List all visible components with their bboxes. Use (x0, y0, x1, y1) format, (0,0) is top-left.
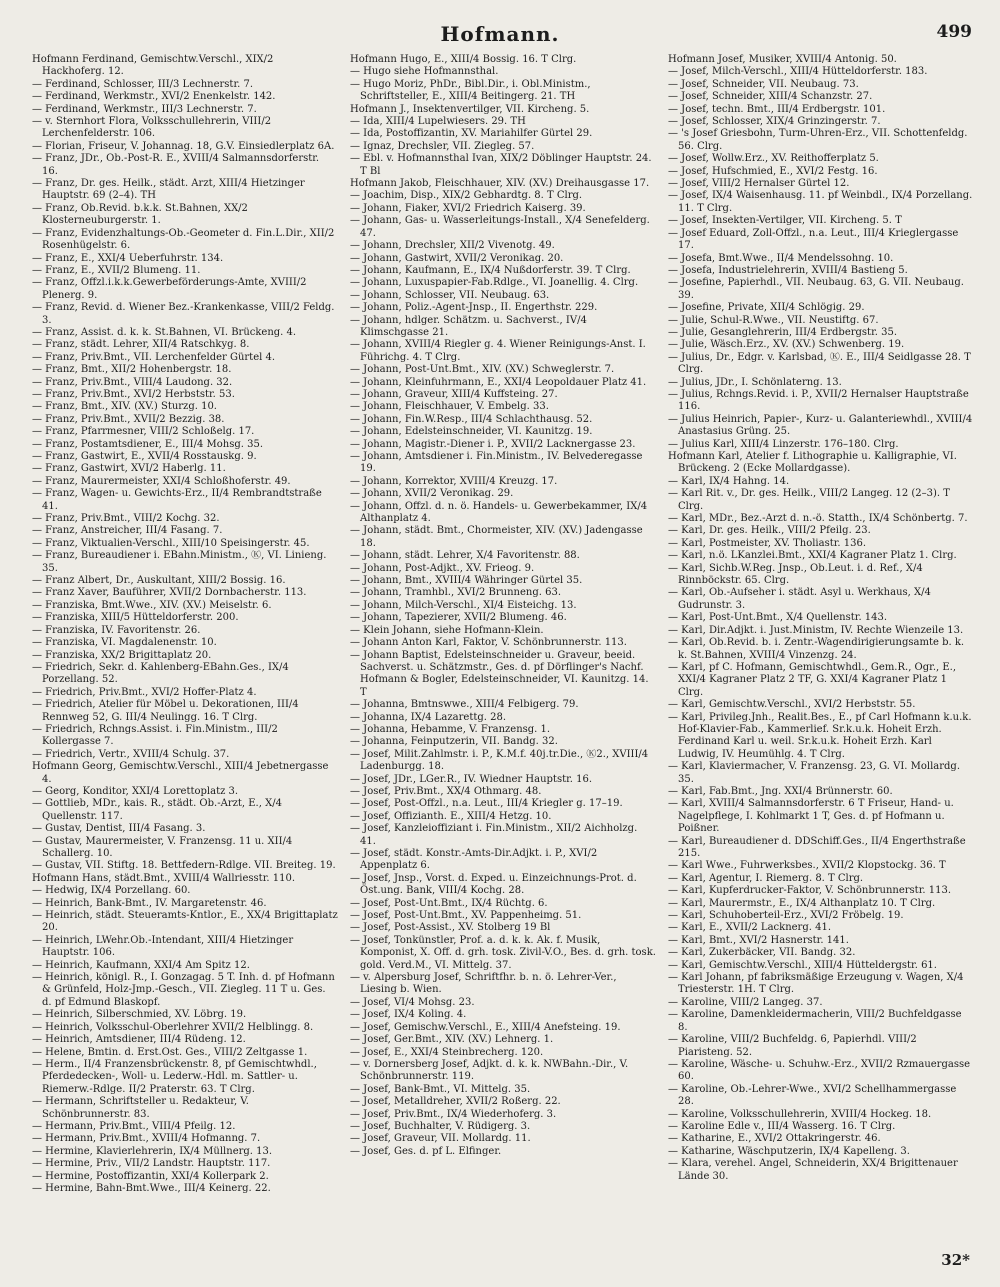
directory-entry: — Josef, Kanzleioffiziant i. Fin.Ministm., XII/2 Aichholzg. 41. (350, 823, 638, 847)
directory-entry: — Gustav, Dentist, III/4 Fasang. 3. (32, 823, 206, 835)
directory-entry: — Johann, städt. Lehrer, X/4 Favoritenstr. 88. (350, 550, 580, 562)
directory-entry: — Karl, IX/4 Hahng. 14. (668, 475, 790, 487)
directory-entry: — Franz, E., XVII/2 Blumeng. 11. (32, 264, 201, 276)
directory-entry: — Ferdinand, Schlosser, III/3 Lechnerstr. 7. (32, 78, 254, 90)
directory-entry: — Franz, Ob.Revid. b.k.k. St.Bahnen, XX/2 Klosterneuburgerstr. 1. (32, 202, 248, 227)
directory-entry: — Karl, Ob.Revid. b. i. Zentr.-Wagendirigierungsamte b. k. k. St.Bahnen, XVIII/4 Vinzenzg. 24. (668, 637, 965, 661)
directory-entry: — Josef, Hufschmied, E., XVI/2 Festg. 16. (668, 165, 878, 177)
directory-entry: — Gustav, VII. Stiftg. 18. Bettfedern-Rdlge. VII. Breiteg. 19. (32, 860, 336, 872)
directory-entry: — Johann, Kaufmann, E., IX/4 Nußdorferstr. 39. T Clrg. (350, 264, 631, 276)
directory-entry: — Franziska, IV. Favoritenstr. 26. (32, 624, 201, 636)
directory-entry: — Joachim, Disp., XIX/2 Gebhardtg. 8. T Clrg. (350, 190, 583, 202)
directory-entry: — Johann, Gastwirt, XVII/2 Veronikag. 20. (350, 252, 564, 264)
directory-entry: — Franz Albert, Dr., Auskultant, XIII/2 Bossig. 16. (32, 575, 286, 587)
directory-entry: — Josef, Milch-Verschl., XIII/4 Hütteldorferstr. 183. (668, 66, 928, 78)
directory-entry: — Johanna, Hebamme, V. Franzensg. 1. (350, 723, 551, 735)
directory-entry: Hofmann Georg, Gemischtw.Verschl., XIII/4 Jebetnergasse 4. (32, 761, 329, 785)
directory-entry: — Franz, städt. Lehrer, XII/4 Ratschkyg. 8. (32, 339, 250, 351)
directory-entry: — Karl, Gemischtw.Verschl., XVI/2 Herbststr. 55. (668, 699, 916, 711)
column-right (668, 54, 974, 1234)
directory-entry: — Josef, Priv.Bmt., XX/4 Othmarg. 48. (350, 785, 542, 797)
directory-entry: — Franz, Priv.Bmt., VII. Lerchenfelder Gürtel 4. (32, 351, 276, 363)
directory-entry: — Franz, Gastwirt, XVI/2 Haberlg. 11. (32, 463, 226, 475)
column-middle (350, 54, 656, 1234)
directory-entry: — Johann, Tramhbl., XVI/2 Brunneng. 63. (350, 587, 561, 599)
directory-entry: — Julius, Rchngs.Revid. i. P., XVII/2 Hernalser Hauptstraße 116. (668, 388, 969, 413)
directory-entry: — Josef, Buchhalter, V. Rüdigerg. 3. (350, 1120, 531, 1132)
directory-entry: — Josef, Schneider, XIII/4 Schanzstr. 27. (668, 91, 873, 103)
directory-entry: — Johann, Graveur, XIII/4 Kuffsteing. 27. (350, 388, 558, 400)
directory-entry: — Karl, Postmeister, XV. Tholiastr. 136. (668, 537, 867, 549)
directory-entry: — Johann, Fleischhauer, V. Embelg. 33. (350, 401, 549, 413)
directory-entry: — Johann, Milch-Verschl., XI/4 Eisteichg. 13. (350, 599, 577, 611)
directory-entry: — Josef, Ger.Bmt., XIV. (XV.) Lehnerg. 1. (350, 1034, 554, 1046)
directory-entry: — Josef, Offizianth. E., XIII/4 Hetzg. 10. (350, 810, 552, 822)
directory-entry: — Karl, pf C. Hofmann, Gemischtwhdl., Gem.R., Ögr., E., XXI/4 Kagraner Platz 2 TF, G. XXI/4 Kagraner Platz 1 Clrg. (668, 661, 957, 698)
directory-entry: — Josef, Priv.Bmt., IX/4 Wiederhoferg. 3. (350, 1108, 557, 1120)
directory-entry: — Franz, Bmt., XIV. (XV.) Sturzg. 10. (32, 401, 217, 413)
directory-entry: — Karl, Klaviermacher, V. Franzensg. 23, G. VI. Mollardg. 35. (668, 761, 961, 785)
directory-entry: — Johann, Offzl. d. n. ö. Handels- u. Gewerbekammer, IX/4 Althanplatz 4. (350, 500, 648, 525)
directory-entry: — Hugo Moriz, PhDr., Bibl.Dir., i. Obl.Ministm., Schriftsteller, E., XIII/4 Beitingerg. 21. TH (350, 78, 591, 103)
directory-entry: — Hermann, Priv.Bmt., XVIII/4 Hofmanng. 7. (32, 1133, 261, 1145)
directory-entry: — Friedrich, Priv.Bmt., XVI/2 Hoffer-Platz 4. (32, 686, 257, 698)
directory-entry: — Franz, Wagen- u. Gewichts-Erz., II/4 Rembrandtstraße 41. (32, 488, 322, 512)
directory-entry: — Karl, Bureaudiener d. DDSchiff.Ges., II/4 Engerthstraße 215. (668, 835, 966, 859)
directory-entry: — Julius, JDr., I. Schönlaterng. 13. (668, 376, 842, 388)
directory-entry: — Johann, Fin.W.Resp., III/4 Schlachthausg. 52. (350, 413, 593, 425)
directory-entry: — Johann, Korrektor, XVIII/4 Kreuzg. 17. (350, 475, 558, 487)
directory-entry: — Heinrich, Volksschul-Oberlehrer XVII/2 Helblingg. 8. (32, 1021, 314, 1033)
directory-entry: — Johann, Amtsdiener i. Fin.Ministm., IV. Belvederegasse 19. (350, 451, 643, 475)
directory-entry: — Franziska, VI. Magdalenenstr. 10. (32, 637, 217, 649)
directory-entry: — Heinrich, Kaufmann, XXI/4 Am Spitz 12. (32, 959, 250, 971)
directory-entry: — Ebl. v. Hofmannsthal Ivan, XIX/2 Döblinger Hauptstr. 24. T Bl (350, 153, 652, 177)
directory-entry: — Julie, Wäsch.Erz., XV. (XV.) Schwenberg. 19. (668, 339, 905, 351)
directory-entry: — Franz, Priv.Bmt., XVI/2 Herbststr. 53. (32, 388, 235, 400)
directory-entry: — Katharine, Wäschputzerin, IX/4 Kapelleng. 3. (668, 1145, 910, 1157)
directory-entry: — v. Dornersberg Josef, Adjkt. d. k. k. NWBahn.-Dir., V. Schönbrunnerstr. 119. (350, 1058, 629, 1083)
directory-entry: — Johanna, IX/4 Lazarettg. 28. (350, 711, 507, 723)
directory-entry: — Josef, Post-Unt.Bmt., XV. Pappenheimg. 51. (350, 910, 582, 922)
directory-entry: — Franz, Gastwirt, E., XVII/4 Rosstauskg. 9. (32, 451, 257, 462)
directory-entry: — Johann, Bmt., XVIII/4 Währinger Gürtel 35. (350, 575, 583, 587)
directory-entry: — Franz, Pfarrmesner, VIII/2 Schloßelg. 17. (32, 426, 255, 438)
directory-entry: — Johann, XVIII/4 Riegler g. 4. Wiener Reinigungs-Anst. I. Führichg. 4. T Clrg. (350, 339, 646, 363)
directory-entry: — Hermine, Klavierlehrerin, IX/4 Müllnerg. 13. (32, 1145, 273, 1157)
directory-entry: — Julius, Dr., Edgr. v. Karlsbad, Ⓚ. E., III/4 Seidlgasse 28. T Clrg. (668, 351, 971, 376)
directory-entry: — Karl, MDr., Bez.-Arzt d. n.-ö. Statth., IX/4 Schönbertg. 7. (668, 513, 968, 525)
directory-entry: — Johann Baptist, Edelsteinschneider u. Graveur, beeid. Sachverst. u. Schätzmstr., Ges. d. pf Dörflinger's Nachf. Hofmann & Bogler, Edelsteinschneider, VI. Kaunitzg. 14. T (350, 649, 649, 698)
directory-entry: — Johanna, Bmtnswwe., XIII/4 Felbigerg. 79. (350, 699, 579, 711)
directory-entry: — Josef, Milit.Zahlmstr. i. P., K.M.f. 40j.tr.Die., Ⓚ2., XVIII/4 Ladenburgg. 18. (350, 748, 649, 773)
directory-entry: Hofmann Ferdinand, Gemischtw.Verschl., XIX/2 Hackhoferg. 12. (32, 54, 274, 78)
running-head: Hofmann. (440, 22, 560, 46)
directory-entry: — Josef, Tonkünstler, Prof. a. d. k. k. Ak. f. Musik, Komponist, X. Off. d. grh. tosk. Zivil-V.O., Bes. d. grh. tosk. gold. Verd.M., VI. Mittelg. 37. (350, 934, 656, 971)
directory-entry: — Heinrich, königl. R., I. Gonzagag. 5 T. Inh. d. pf Hofmann & Grünfeld, Holz-Jmp.-Gesch., VII. Ziegleg. 11 T u. Ges. d. pf Edmund Blaskopf. (32, 972, 335, 1008)
directory-entry: — Georg, Konditor, XXI/4 Lorettoplatz 3. (32, 785, 239, 797)
directory-entry: — Josefa, Bmt.Wwe., II/4 Mendelssohng. 10. (668, 252, 894, 264)
directory-entry: — Friedrich, Rchngs.Assist. i. Fin.Ministm., III/2 Kollergasse 7. (32, 723, 278, 748)
directory-entry: — Friedrich, Vertr., XVIII/4 Schulg. 37. (32, 748, 230, 760)
directory-entry: — Johanna, Feinputzerin, VII. Bandg. 32. (350, 736, 558, 748)
entry-columns (32, 54, 978, 1234)
directory-entry: — Karl, Post-Unt.Bmt., X/4 Quellenstr. 143. (668, 612, 888, 624)
directory-entry: — Johann, Tapezierer, XVII/2 Blumeng. 46. (350, 612, 567, 624)
directory-entry: — Ida, Postoffizantin, XV. Mariahilfer Gürtel 29. (350, 128, 593, 140)
directory-entry: — Karl, Bmt., XVI/2 Hasnerstr. 141. (668, 934, 849, 946)
directory-entry: — Johann, Magistr.-Diener i. P., XVII/2 Lacknergasse 23. (350, 438, 636, 450)
directory-entry: — Josef, JDr., LGer.R., IV. Wiedner Hauptstr. 16. (350, 773, 593, 785)
directory-entry: — Josef, Post-Unt.Bmt., IX/4 Rüchtg. 6. (350, 897, 548, 909)
directory-entry: — Karoline, VIII/2 Buchfeldg. 6, Papierhdl. VIII/2 Piaristeng. 52. (668, 1034, 917, 1058)
directory-entry: — Johann, Gas- u. Wasserleitungs-Install., X/4 Senefelderg. 47. (350, 215, 650, 239)
directory-entry: — Johann, Fiaker, XVI/2 Friedrich Kaiserg. 39. (350, 202, 586, 214)
directory-entry: — Franz, Assist. d. k. k. St.Bahnen, VI. Brückeng. 4. (32, 326, 297, 338)
directory-entry: — Josef, IX/4 Koling. 4. (350, 1009, 467, 1021)
directory-entry: — Josefine, Private, XII/4 Schlögig. 29. (668, 302, 865, 314)
directory-entry: — Hermann, Schriftsteller u. Redakteur, V. Schönbrunnerstr. 83. (32, 1096, 249, 1120)
directory-entry: — Ferdinand, Werkmstr., XVI/2 Enenkelstr. 142. (32, 91, 276, 103)
directory-entry: — Franz, Revid. d. Wiener Bez.-Krankenkasse, VIII/2 Feldg. 3. (32, 302, 335, 326)
directory-entry: — Franz, Priv.Bmt., XVII/2 Bezzig. 38. (32, 413, 225, 425)
directory-entry: — Heinrich, städt. Steueramts-Kntlor., E., XX/4 Brigittaplatz 20. (32, 910, 338, 934)
directory-entry: — Johann, Drechsler, XII/2 Vivenotg. 49. (350, 240, 555, 252)
directory-entry: — Karl Johann, pf fabriksmäßige Erzeugung v. Wagen, X/4 Triesterstr. 1H. T Clrg. (668, 972, 964, 996)
directory-entry: — Franz, Evidenzhaltungs-Ob.-Geometer d. Fin.L.Dir., XII/2 Rosenhügelstr. 6. (32, 227, 335, 252)
directory-entry: — Josef, VIII/2 Hernalser Gürtel 12. (668, 178, 850, 190)
directory-entry: — Julius Heinrich, Papier-, Kurz- u. Galanteriewhdl., XVIII/4 Anastasius Grüng. 25. (668, 413, 973, 438)
directory-entry: — Karl, Ob.-Aufseher i. städt. Asyl u. Werkhaus, X/4 Gudrunstr. 3. (668, 587, 931, 611)
column-left (32, 54, 338, 1234)
directory-entry: — Karl, Agentur, I. Riemerg. 8. T Clrg. (668, 872, 864, 884)
directory-entry: — Franz Xaver, Bauführer, XVII/2 Dornbacherstr. 113. (32, 587, 307, 599)
directory-entry: — Johann, Edelsteinschneider, VI. Kaunitzg. 19. (350, 426, 593, 438)
directory-entry: — Josef, Schneider, VII. Neubaug. 73. (668, 78, 859, 90)
directory-entry: — Johann, Post-Adjkt., XV. Frieog. 9. (350, 562, 535, 574)
directory-entry: — Ida, XIII/4 Lupelwiesers. 29. TH (350, 116, 526, 128)
directory-entry: — Julie, Gesanglehrerin, III/4 Erdbergstr. 35. (668, 326, 898, 338)
directory-entry: — Johann, Poliz.-Agent-Jnsp., II. Engerthstr. 229. (350, 302, 598, 314)
directory-entry: — Josef, Graveur, VII. Mollardg. 11. (350, 1133, 531, 1145)
directory-entry: — Franz, Bureaudiener i. EBahn.Ministm., Ⓚ, VI. Linieng. 35. (32, 550, 327, 574)
directory-entry: — Hermine, Bahn-Bmt.Wwe., III/4 Keinerg. 22. (32, 1182, 271, 1194)
directory-entry: — Karl, XVIII/4 Salmannsdorferstr. 6 T Friseur, Hand- u. Nagelpflege, I. Kohlmarkt 1 T, Ges. d. pf Hofmann u. Poißner. (668, 798, 954, 835)
directory-entry: — Karl, E., XVII/2 Lacknerg. 41. (668, 922, 831, 934)
directory-entry: — Franziska, XIII/5 Hütteldorferstr. 200. (32, 612, 239, 624)
directory-entry: — Johann, städt. Bmt., Chormeister, XIV. (XV.) Jadengasse 18. (350, 525, 643, 549)
directory-entry: — Josef Eduard, Zoll-Offzl., n.a. Leut., III/4 Krieglergasse 17. (668, 227, 959, 252)
directory-entry: — Franz, Dr. ges. Heilk., städt. Arzt, XIII/4 Hietzinger Hauptstr. 69 (2–4). TH (32, 178, 305, 202)
directory-entry: — Johann, Kleinfuhrmann, E., XXI/4 Leopoldauer Platz 41. (350, 376, 647, 388)
directory-entry: — Heinrich, Bank-Bmt., IV. Margaretenstr. 46. (32, 897, 267, 909)
directory-entry: — Franziska, XX/2 Brigittaplatz 20. (32, 649, 212, 661)
directory-entry: — Friedrich, Sekr. d. Kahlenberg-EBahn.Ges., IX/4 Porzellang. 52. (32, 661, 289, 686)
directory-entry: — Julie, Schul-R.Wwe., VII. Neustiftg. 67. (668, 314, 879, 326)
directory-entry: — 's Josef Griesbohn, Turm-Uhren-Erz., VII. Schottenfeldg. 56. Clrg. (668, 128, 968, 152)
directory-entry: — Josef, Schlosser, XIX/4 Grinzingerstr. 7. (668, 116, 881, 128)
directory-entry: — Josef, Bank-Bmt., VI. Mittelg. 35. (350, 1083, 531, 1095)
directory-entry: — Josefa, Industrielehrerin, XVIII/4 Bastieng 5. (668, 264, 908, 276)
directory-entry: — Franz, Postamtsdiener, E., III/4 Mohsg. 35. (32, 438, 264, 450)
directory-entry: — Johann Anton Karl, Faktor, V. Schönbrunnerstr. 113. (350, 637, 627, 649)
directory-entry: — Gottlieb, MDr., kais. R., städt. Ob.-Arzt, E., X/4 Quellenstr. 117. (32, 798, 282, 822)
directory-entry: — Karl, Maurermstr., E., IX/4 Althanplatz 10. T Clrg. (668, 897, 936, 909)
directory-entry: Hofmann Jakob, Fleischhauer, XIV. (XV.) Dreihausgasse 17. (350, 178, 650, 190)
directory-entry: — Franz, Maurermeister, XXI/4 Schloßhoferstr. 49. (32, 475, 291, 487)
directory-entry: — Ferdinand, Werkmstr., III/3 Lechnerstr. 7. (32, 103, 257, 115)
directory-entry: — Julius Karl, XIII/4 Linzerstr. 176–180. Clrg. (668, 438, 899, 450)
directory-entry: — Franz, JDr., Ob.-Post-R. E., XVIII/4 Salmannsdorferstr. 16. (32, 153, 320, 177)
directory-entry: — Hermine, Priv., VII/2 Landstr. Hauptstr. 117. (32, 1158, 271, 1170)
directory-entry: — Hedwig, IX/4 Porzellang. 60. (32, 885, 191, 897)
directory-entry: — Franz, Viktualien-Verschl., XIII/10 Speisingerstr. 45. (32, 537, 310, 549)
directory-entry: — Josefine, Papierhdl., VII. Neubaug. 63, G. VII. Neubaug. 39. (668, 277, 964, 301)
directory-entry: — Karoline, Damenkleidermacherin, VIII/2 Buchfeldgasse 8. (668, 1009, 962, 1033)
directory-entry: — Hugo siehe Hofmannsthal. (350, 66, 499, 78)
directory-entry: — Gustav, Maurermeister, V. Franzensg. 11 u. XII/4 Schallerg. 10. (32, 835, 293, 859)
directory-entry: — Klara, verehel. Angel, Schneiderin, XX/4 Brigittenauer Lände 30. (668, 1158, 958, 1182)
directory-entry: — Helene, Bmtin. d. Erst.Ost. Ges., VIII/2 Zeltgasse 1. (32, 1046, 308, 1058)
directory-entry: — Hermine, Postoffizantin, XXI/4 Kollerpark 2. (32, 1170, 269, 1182)
page-header (0, 22, 1000, 54)
directory-entry: — Karl Rit. v., Dr. ges. Heilk., VIII/2 Langeg. 12 (2–3). T Clrg. (668, 488, 950, 512)
directory-entry: — Josef, Post-Offzl., n.a. Leut., III/4 Kriegler g. 17–19. (350, 798, 623, 810)
directory-entry: — Josef, E., XXI/4 Steinbrecherg. 120. (350, 1046, 544, 1058)
directory-entry: — Josef, Post-Assist., XV. Stolberg 19 Bl (350, 922, 551, 934)
directory-entry: — Franz, Anstreicher, III/4 Fasang. 7. (32, 525, 223, 537)
directory-entry: — Hermann, Priv.Bmt., VIII/4 Pfeilg. 12. (32, 1120, 236, 1132)
directory-entry: — Josef, Wollw.Erz., XV. Reithofferplatz 5. (668, 153, 879, 165)
directory-entry: — Franz, Priv.Bmt., VIII/2 Kochg. 32. (32, 513, 220, 525)
directory-entry: — Johann, Post-Unt.Bmt., XIV. (XV.) Schweglerstr. 7. (350, 364, 615, 376)
directory-entry: — Franziska, Bmt.Wwe., XIV. (XV.) Meiselstr. 6. (32, 599, 272, 611)
directory-entry: — Josef, techn. Bmt., III/4 Erdbergstr. 101. (668, 103, 886, 115)
directory-entry: — Josef, Gemischw.Verschl., E., XIII/4 Anefsteing. 19. (350, 1021, 621, 1033)
directory-entry: — Johann, Schlosser, VII. Neubaug. 63. (350, 289, 550, 301)
directory-entry: — Karl, n.ö. LKanzlei.Bmt., XXI/4 Kagraner Platz 1. Clrg. (668, 550, 957, 562)
directory-entry: — Heinrich, Amtsdiener, III/4 Rüdeng. 12. (32, 1034, 246, 1046)
directory-entry: — Karoline, Volksschullehrerin, XVIII/4 Hockeg. 18. (668, 1108, 932, 1120)
directory-entry: — Johann, Luxuspapier-Fab.Rdlge., VI. Joanellig. 4. Clrg. (350, 277, 639, 289)
directory-entry: — Josef, städt. Konstr.-Amts-Dir.Adjkt. i. P., XVI/2 Appenplatz 6. (350, 848, 598, 872)
directory-entry: Hofmann Josef, Musiker, XVIII/4 Antonig. 50. (668, 54, 897, 65)
directory-entry: — Heinrich, LWehr.Ob.-Intendant, XIII/4 Hietzinger Hauptstr. 106. (32, 934, 294, 959)
directory-entry: — Friedrich, Atelier für Möbel u. Dekorationen, III/4 Rennweg 52, G. III/4 Neulingg. 16. T Clrg. (32, 699, 299, 723)
directory-entry: — Karl, Privileg.Jnh., Realit.Bes., E., pf Carl Hofmann k.u.k. Hof-Klavier-Fab., Kammerlief. Sr.k.u.k. Hoheit Erzh. Ferdinand Karl u. weil. Sr.k.u.k. Hoheit Erzh. Karl Ludwig, IV. Heumühlg. 4. T Clrg. (668, 711, 972, 760)
directory-entry: — Karl, Schuhoberteil-Erz., XVI/2 Fröbelg. 19. (668, 910, 904, 922)
directory-entry: — Josef, IX/4 Waisenhausg. 11. pf Weinbdl., IX/4 Porzellang. 11. T Clrg. (668, 190, 973, 214)
directory-entry: — Josef, VI/4 Mohsg. 23. (350, 996, 475, 1008)
directory-entry: — Josef, Jnsp., Vorst. d. Exped. u. Einzeichnungs-Prot. d. Öst.ung. Bank, VIII/4 Kochg. 28. (350, 872, 637, 897)
directory-entry: — Josef, Ges. d. pf L. Elfinger. (350, 1145, 502, 1157)
directory-entry: — Karoline, VIII/2 Langeg. 37. (668, 996, 823, 1008)
page-number: 499 (936, 22, 972, 42)
directory-entry: — Karl, Zukerbäcker, VII. Bandg. 32. (668, 947, 856, 959)
directory-entry: — Karl, Gemischtw.Verschl., XIII/4 Hütteldergstr. 61. (668, 959, 937, 971)
directory-entry: Hofmann Hans, städt.Bmt., XVIII/4 Wallriesstr. 110. (32, 872, 296, 884)
directory-entry: — v. Alpersburg Josef, Schriftfhr. b. n. ö. Lehrer-Ver., Liesing b. Wien. (350, 972, 617, 996)
directory-entry: — Heinrich, Silberschmied, XV. Löbrg. 19. (32, 1009, 247, 1021)
directory-entry: Hofmann Karl, Atelier f. Lithographie u. Kalligraphie, VI. Brückeng. 2 (Ecke Mollardgasse). (668, 451, 957, 475)
directory-entry: — v. Sternhort Flora, Volksschullehrerin, VIII/2 Lerchenfelderstr. 106. (32, 116, 272, 140)
directory-entry: — Franz, Bmt., XII/2 Hohenbergstr. 18. (32, 364, 232, 376)
directory-entry: — Johann, XVII/2 Veronikag. 29. (350, 488, 514, 500)
directory-entry: — Karl, Kupferdrucker-Faktor, V. Schönbrunnerstr. 113. (668, 885, 951, 897)
directory-entry: — Karl, Dir.Adjkt. i. Just.Ministm, IV. Rechte Wienzeile 13. (668, 624, 964, 636)
directory-entry: — Franz, Offzl.i.k.k.Gewerbeförderungs-Amte, XVIII/2 Plenerg. 9. (32, 277, 307, 301)
directory-entry: — Florian, Friseur, V. Johannag. 18, G.V. Einsiedlerplatz 6A. (32, 140, 335, 152)
directory-entry: — Josef, Insekten-Vertilger, VII. Kircheng. 5. T (668, 215, 902, 227)
directory-entry: — Franz, E., XXI/4 Ueberfuhrstr. 134. (32, 252, 224, 264)
directory-entry: — Karoline, Wäsche- u. Schuhw.-Erz., XVII/2 Rzmauergasse 60. (668, 1058, 971, 1083)
directory-entry: — Katharine, E., XVI/2 Ottakringerstr. 46. (668, 1133, 881, 1145)
directory-entry: — Karoline, Ob.-Lehrer-Wwe., XVI/2 Schellhammergasse 28. (668, 1083, 957, 1108)
directory-entry: — Josef, Metalldreher, XVII/2 Roßerg. 22. (350, 1096, 561, 1108)
directory-entry: — Ignaz, Drechsler, VII. Ziegleg. 57. (350, 140, 535, 152)
directory-entry: Hofmann J., Insektenvertilger, VII. Kircheng. 5. (350, 103, 590, 115)
directory-entry: — Karl, Sichb.W.Reg. Jnsp., Ob.Leut. i. d. Ref., X/4 Rinnböckstr. 65. Clrg. (668, 562, 923, 587)
directory-entry: Hofmann Hugo, E., XIII/4 Bossig. 16. T Clrg. (350, 54, 577, 65)
directory-entry: — Franz, Priv.Bmt., VIII/4 Laudong. 32. (32, 376, 233, 388)
directory-entry: — Johann, hdlger. Schätzm. u. Sachverst., IV/4 Klimschgasse 21. (350, 314, 587, 338)
sheet-signature: 32* (941, 1251, 970, 1269)
directory-entry: — Karl, Fab.Bmt., Jng. XXI/4 Brünnerstr. 60. (668, 785, 893, 797)
directory-entry: — Klein Johann, siehe Hofmann-Klein. (350, 624, 544, 636)
directory-entry: — Karoline Edle v., III/4 Wasserg. 16. T Clrg. (668, 1120, 896, 1132)
directory-entry: — Herm., II/4 Franzensbrückenstr. 8, pf Gemischtwhdl., Pferdedecken-, Woll- u. Lederw.-Hdl. m. Sattler- u. Riemerw.-Rdlge. II/2 Praterstr. 63. T Clrg. (32, 1058, 317, 1095)
directory-entry: — Karl, Dr. ges. Heilk., VIII/2 Pfeilg. 23. (668, 525, 871, 537)
directory-entry: — Karl Wwe., Fuhrwerksbes., XVII/2 Klopstockg. 36. T (668, 860, 946, 872)
